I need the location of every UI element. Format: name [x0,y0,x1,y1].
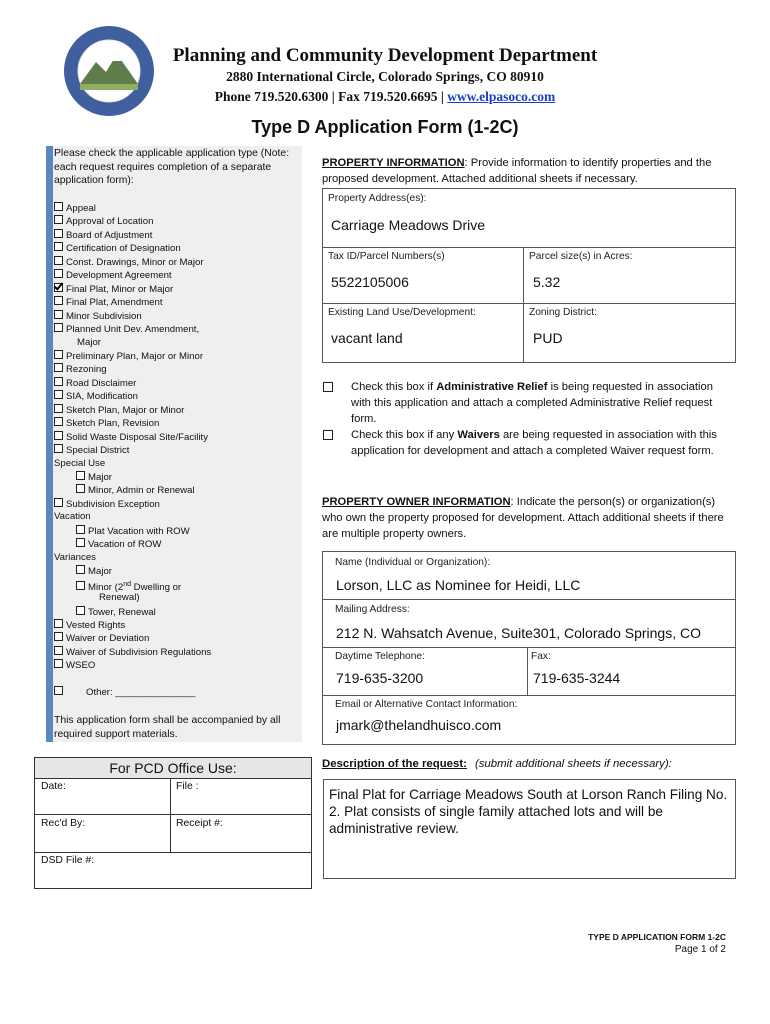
application-type-item[interactable] [54,202,96,215]
application-type-item[interactable] [54,283,173,296]
website-link[interactable]: www.elpasoco.com [447,89,556,104]
checkbox-icon[interactable] [54,646,63,655]
support-materials-note: This application form shall be accompanied by all required support materials. [54,715,281,740]
description-title: Description of the request: [322,758,467,770]
owner-info-intro [322,494,736,542]
application-type-label: Waiver or Deviation [66,633,150,645]
application-type-label: Const. Drawings, Minor or Major [66,256,204,268]
waivers-bold: Waivers [457,429,500,441]
application-type-item[interactable] [54,431,208,444]
daytime-phone-label: Daytime Telephone: [335,651,425,662]
other-application-row[interactable] [54,686,195,699]
application-type-label: Plat Vacation with ROW [88,525,190,537]
application-type-label: Vacation of ROW [88,539,162,551]
property-info-text: : Provide information to identify properties and the proposed development. Attached additional sheets if necessary. [322,157,712,185]
office-date-label: Date: [41,781,66,792]
application-type-item[interactable] [54,350,203,363]
property-address-label: Property Address(es): [328,193,427,204]
description-text[interactable]: Final Plat for Carriage Meadows South at Lorson Ranch Filing No. 2. Plat consists of single family attached lots and will be administrative review. [329,787,728,836]
application-type-item[interactable] [54,229,152,242]
application-type-label: Road Disclaimer [66,377,137,389]
application-type-label: Board of Adjustment [66,229,153,241]
office-divider [170,778,171,852]
application-type-label: Major [88,472,112,483]
application-type-label: Final Plat, Amendment [66,297,163,309]
application-type-label: Major [88,566,112,578]
footer-page-number: Page 1 of 2 [674,944,726,955]
office-file-label: File : [176,781,199,792]
county-seal-logo [62,24,156,118]
owner-info-heading: PROPERTY OWNER INFORMATION [322,496,511,508]
owner-info-text: : Indicate the person(s) or organization(s) who own the property proposed for development. Attach additional sheets if there are multiple property owners. [322,496,724,540]
checkbox-icon[interactable] [54,323,63,332]
application-type-label: Certification of Designation [66,243,181,255]
application-type-item[interactable] [76,565,112,578]
application-type-item[interactable] [54,269,172,282]
application-type-item[interactable] [54,659,95,672]
application-type-item[interactable] [54,296,163,309]
checkbox-icon[interactable] [76,606,85,615]
email-label: Email or Alternative Contact Information: [335,699,518,710]
application-type-item [54,458,105,470]
parcel-number-field[interactable]: 5522105006 [331,274,409,290]
application-type-item[interactable] [54,632,149,645]
checkbox-icon[interactable] [54,444,63,453]
application-type-label: Renewal) [99,592,140,604]
application-type-label: Appeal [66,203,96,214]
application-type-item[interactable] [54,619,125,632]
application-type-label: Sketch Plan, Major or Minor [66,404,185,416]
application-type-item [54,552,96,564]
application-type-label: Variances [54,551,96,563]
application-type-item[interactable] [54,417,159,430]
checkbox-icon[interactable] [54,404,63,413]
application-type-item[interactable] [76,525,190,538]
checkbox-icon[interactable] [76,581,85,590]
application-type-label: Subdivision Exception [66,498,160,510]
application-type-item[interactable] [54,390,138,403]
property-address-field[interactable]: Carriage Meadows Drive [331,217,486,233]
office-divider [35,814,311,815]
application-type-label: Planned Unit Dev. Amendment, [66,324,200,336]
admin-relief-checkbox[interactable] [323,382,333,392]
application-type-label: Final Plat, Minor or Major [66,283,174,295]
checkbox-icon[interactable] [54,242,63,251]
owner-name-field[interactable]: Lorson, LLC as Nominee for Heidi, LLC [336,577,581,593]
table-divider [322,695,736,696]
fax-field[interactable]: 719-635-3244 [533,670,621,686]
checked-checkbox-icon[interactable] [54,283,63,292]
application-type-label: Vacation [54,511,91,523]
checkbox-icon[interactable] [54,686,63,695]
office-dsd-label: DSD File #: [41,855,95,866]
application-type-label: Major [77,336,101,348]
application-type-item[interactable] [54,242,181,255]
checkbox-icon[interactable] [54,310,63,319]
application-type-label: SIA, Modification [66,391,138,403]
owner-name-label: Name (Individual or Organization): [335,557,491,568]
application-type-label: Tower, Renewal [88,606,156,618]
admin-relief-text: Check this box if [351,381,437,393]
application-type-item[interactable] [54,498,160,511]
application-type-item[interactable] [54,646,211,659]
application-type-item[interactable] [54,404,184,417]
application-type-item[interactable] [54,377,136,390]
checkbox-icon[interactable] [76,525,85,534]
application-type-item[interactable] [76,538,161,551]
checkbox-icon[interactable] [54,296,63,305]
application-type-label: Vested Rights [66,619,126,631]
other-label: Other: _______________ [86,687,196,698]
table-divider [322,247,736,248]
application-type-label: Special District [66,445,130,457]
checkbox-icon[interactable] [54,350,63,359]
checkbox-icon[interactable] [76,565,85,574]
checkbox-icon[interactable] [76,484,85,493]
application-type-label: Solid Waste Disposal Site/Facility [66,431,208,443]
zoning-label: Zoning District: [529,307,597,318]
phone-fax-text: Phone 719.520.6300 | Fax 719.520.6695 | [214,89,448,104]
table-divider [322,599,736,600]
superscript-text: nd [123,580,131,588]
application-type-label: Minor, Admin or Renewal [88,485,195,497]
office-use-title: For PCD Office Use: [35,758,311,779]
parcel-number-label: Tax ID/Parcel Numbers(s) [328,251,445,262]
waivers-checkbox[interactable] [323,430,333,440]
table-divider [527,647,528,695]
application-type-label: Waiver of Subdivision Regulations [66,646,212,658]
form-title: Type D Application Form (1-2C) [251,117,519,137]
application-type-label: Minor (2nd Dwelling or [88,580,182,593]
application-type-item [77,337,101,349]
checkbox-icon[interactable] [54,377,63,386]
checkbox-icon[interactable] [54,215,63,224]
application-type-label: Preliminary Plan, Major or Minor [66,350,204,362]
application-type-label: Approval of Location [66,216,154,228]
checkbox-icon[interactable] [54,202,63,211]
footer-form-name: TYPE D APPLICATION FORM 1-2C [588,932,726,942]
office-recd-label: Rec'd By: [41,818,86,829]
table-divider [322,647,736,648]
application-type-item[interactable] [54,256,204,269]
parcel-size-field[interactable]: 5.32 [533,274,561,290]
fax-label: Fax: [531,651,551,662]
checkbox-icon[interactable] [54,619,63,628]
application-type-label: Development Agreement [66,270,172,282]
mailing-address-label: Mailing Address: [335,604,410,615]
waivers-text: Check this box if any [351,429,458,441]
application-type-item[interactable] [54,215,153,228]
checkbox-icon[interactable] [54,256,63,265]
application-type-label: Minor Subdivision [66,310,142,322]
email-field[interactable]: jmark@thelandhuisco.com [336,717,502,733]
parcel-size-label: Parcel size(s) in Acres: [529,251,633,262]
table-divider [322,303,736,304]
department-title: Planning and Community Development Department [172,45,598,66]
checkbox-icon[interactable] [54,632,63,641]
application-type-item[interactable] [76,471,112,484]
application-type-item[interactable] [76,606,156,619]
application-type-item [54,511,91,523]
checkbox-icon[interactable] [76,471,85,480]
description-hint: (submit additional sheets if necessary): [474,758,672,770]
property-info-heading: PROPERTY INFORMATION [322,157,465,169]
application-type-item[interactable] [54,444,129,457]
checkbox-icon[interactable] [54,431,63,440]
checkbox-icon[interactable] [54,417,63,426]
checkbox-icon[interactable] [54,229,63,238]
checkbox-icon[interactable] [54,390,63,399]
application-type-item[interactable] [54,363,107,376]
application-type-item[interactable] [54,310,142,323]
waivers-text-2: are being requested in association with this application for development and attach a completed Waiver request form. [351,429,717,457]
application-type-label: Rezoning [66,364,107,376]
office-divider [35,852,311,853]
zoning-field[interactable]: PUD [533,330,563,346]
admin-relief-text-2: is being requested in association with this application and attach a completed Administrative Relief request form. [351,381,713,425]
admin-relief-bold: Administrative Relief [436,381,548,393]
mailing-address-field[interactable]: 212 N. Wahsatch Avenue, Suite301, Colorado Springs, CO [336,625,701,641]
application-type-item [99,592,140,604]
checkbox-icon[interactable] [54,498,63,507]
application-type-intro: Please check the applicable application type (Note: each request requires completion of a separate application form): [54,148,290,186]
checkbox-icon[interactable] [54,659,63,668]
table-divider [523,247,524,363]
department-address: 2880 International Circle, Colorado Springs, CO 80910 [226,69,544,84]
application-type-label: Sketch Plan, Revision [66,418,160,430]
application-type-label: WSEO [66,660,96,672]
department-contact [150,89,620,105]
application-type-label: Special Use [54,457,106,469]
land-use-label: Existing Land Use/Development: [328,307,476,318]
application-type-item[interactable] [76,484,195,497]
property-info-intro [322,155,736,187]
land-use-field[interactable]: vacant land [331,330,403,346]
office-receipt-label: Receipt #: [176,818,223,829]
checkbox-icon[interactable] [76,538,85,547]
checkbox-icon[interactable] [54,363,63,372]
description-heading [322,758,672,770]
daytime-phone-field[interactable]: 719-635-3200 [336,670,424,686]
checkbox-icon[interactable] [54,269,63,278]
application-type-item[interactable] [54,323,199,336]
